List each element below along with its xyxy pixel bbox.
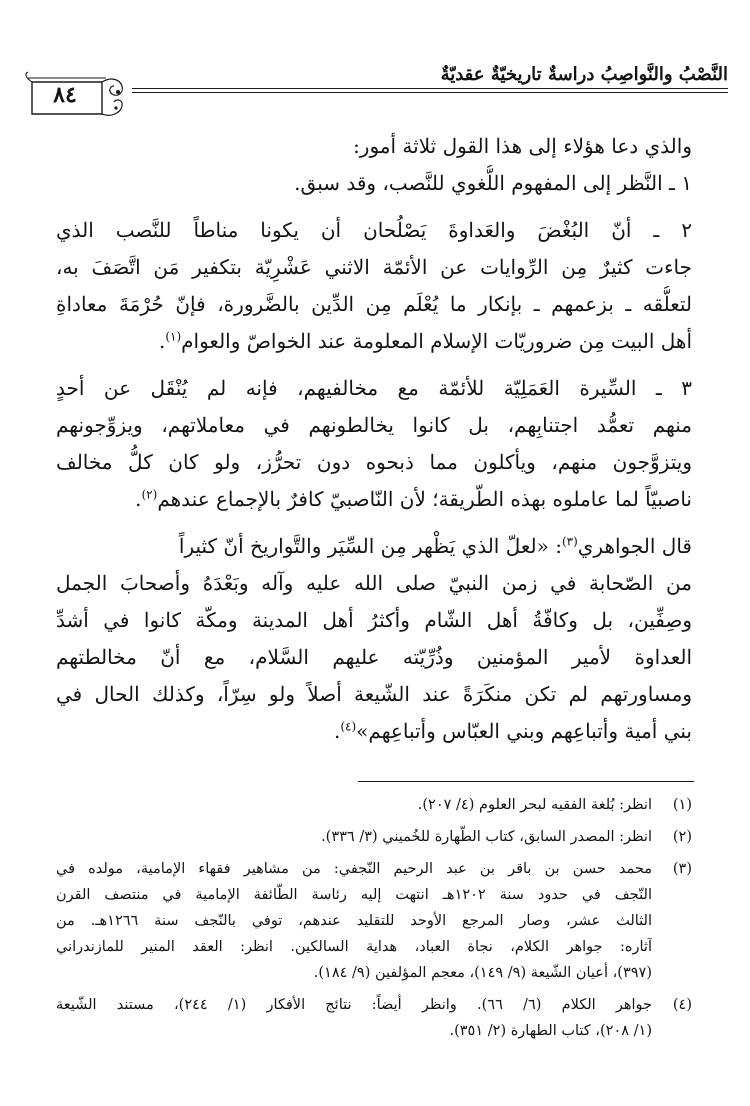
footnote-ref: (٢) [141, 487, 158, 502]
text-line: ويتزوَّجون منهم، ويأكلون مما ذبحوه دون تحرُّز، ولو كان كلُّ مخالف [56, 450, 692, 474]
running-header [22, 52, 728, 118]
text-line [56, 481, 692, 518]
text-run: : «لعلّ الذي يَظْهر مِن السِّيَر والتَّواريخ أنّ كثيراً [178, 534, 562, 558]
text-line: العداوة لأمير المؤمنين وذُرِّيّته عليهم السَّلام، مع أنّ مخالطتهم [56, 645, 692, 669]
footnote-separator [358, 781, 694, 782]
footnote-line: انظر: المصدر السابق، كتاب الطّهارة للخُميني (٣/ ٣٣٦). [321, 829, 652, 845]
footnote-number: (٣) [672, 861, 692, 877]
text-run: أهل البيت مِن ضروريّات الإسلام المعلومة عند الخواصّ والعوام [181, 329, 692, 353]
main-text [56, 128, 692, 750]
text-run: قال الجواهري [577, 534, 692, 558]
text-line: لتعلُّقه ـ بزعمهم ـ بإنكار ما يُعْلَم مِن الدِّين بالضَّرورة، فإنّ حُرْمَةَ معاداةِ [56, 292, 692, 316]
page-number-ornament [22, 70, 132, 118]
footnotes [56, 792, 692, 1044]
footnote-ref: (١) [165, 329, 182, 344]
footnote-number: (٢) [672, 829, 692, 845]
footnote [56, 992, 692, 1044]
text-line: من الصّحابة في زمن النبيّ صلى الله عليه وآله وبَعْدَهُ وأصحابَ الجمل [56, 571, 692, 595]
text-line [56, 323, 692, 360]
footnote-ref: (٤) [340, 719, 357, 734]
footnote-line: محمد حسن بن باقر بن عبد الرحيم النّجفي: من مشاهير فقهاء الإمامية، مولده في [56, 861, 652, 877]
footnote-line: آثاره: جواهر الكلام، نجاة العباد، هداية السالكين. انظر: العقد المنير للمازندراني [56, 939, 652, 955]
text-run: ناصبيّاً لما عاملوه بهذه الطّريقة؛ لأن النّاصبيّ كافرٌ بالإجماع عندهم [157, 487, 692, 511]
book-title: النَّصْبُ والنَّواصِبُ دراسةٌ تاريخيّةٌ عقديّةٌ [440, 64, 728, 85]
text-line [56, 528, 692, 565]
footnote-line: (١/ ٢٠٨)، كتاب الطهارة (٢/ ٣٥١). [449, 1023, 652, 1039]
footnote [56, 824, 692, 850]
text-run: بني أمية وأتباعِهم وبني العبّاس وأتباعِهم» [356, 719, 692, 743]
text-line: ١ ـ النَّظر إلى المفهوم اللُّغوي للنَّصب، وقد سبق. [294, 171, 692, 195]
footnote-line: النّجف في حدود سنة ١٢٠٢هـ انتهت إليه رئاسة الطّائفة الإمامية في منتصف القرن [56, 887, 652, 903]
text-run: . [333, 719, 341, 743]
footnote-number: (١) [672, 797, 692, 813]
footnote-line: الثالث عشر، وصار المرجع الأوحد للتقليد عندهم، توفي بالنّجف سنة ١٢٦٦هـ. من [56, 913, 652, 929]
text-line: ٣ ـ السِّيرة العَمَلِيّة للأئمّة مع مخالفيهم، فإنه لم يُنْقَل عن أحدٍ [56, 376, 692, 400]
footnote [56, 856, 692, 986]
footnote-line: (٣٩٧)، أعيان الشّيعة (٩/ ١٤٩)، معجم المؤلفين (٩/ ١٨٤). [313, 965, 652, 981]
footnote-line: انظر: بُلغة الفقيه لبحر العلوم (٤/ ٢٠٧). [417, 797, 652, 813]
text-line: ٢ ـ أنّ البُغْضَ والعَداوةَ يَصْلُحان أن يكونا مناطاً للنَّصب الذي [56, 218, 692, 242]
text-run: . [135, 487, 142, 511]
text-run: . [158, 329, 166, 353]
text-line: ومساورتهم لم تكن منكَرَةً عند الشّيعة أصلاً ولو سِرّاً، وكذلك الحال في [56, 682, 692, 706]
footnote [56, 792, 692, 818]
footnote-ref: (٣) [561, 534, 578, 549]
page-number: ٨٤ [53, 82, 77, 108]
text-line: جاءت كثيرٌ مِن الرِّوايات عن الأئمّة الاثني عَشْرِيّة بتكفير مَن اتَّصَفَ به، [56, 255, 692, 279]
footnote-number: (٤) [672, 997, 692, 1013]
text-line: وصِفِّين، بل وكافّةُ أهل الشّام وأكثرُ أهل المدينة ومكّة كانوا في أشدِّ [56, 608, 692, 632]
text-line: والذي دعا هؤلاء إلى هذا القول ثلاثة أمور: [353, 134, 692, 158]
text-line [56, 713, 692, 750]
text-line: منهم تعمُّد اجتنابِهم، بل كانوا يخالطونهم في معاملاتهم، ويزوِّجونهم [56, 413, 692, 437]
footnote-line: جواهر الكلام (٦/ ٦٦). وانظر أيضاً: نتائج الأفكار (١/ ٢٤٤)، مستند الشّيعة [56, 997, 652, 1013]
